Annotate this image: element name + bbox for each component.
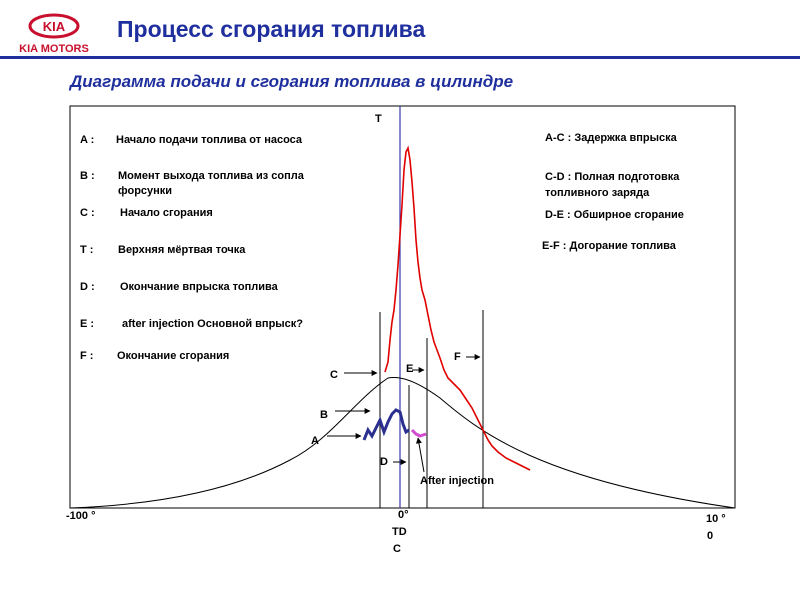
combustion-pressure-curve bbox=[385, 148, 530, 470]
legend-key-c: C : bbox=[80, 207, 95, 219]
legend-text-b-2: форсунки bbox=[118, 185, 173, 197]
diagram-subtitle: Диаграмма подачи и сгорания топлива в цилиндре bbox=[70, 72, 514, 91]
after-injection-curve bbox=[412, 430, 426, 436]
svg-text:After injection: After injection bbox=[420, 475, 494, 487]
marker-f bbox=[454, 351, 480, 363]
axis-label-center-sub1: TD bbox=[392, 526, 407, 538]
svg-text:E: E bbox=[406, 363, 414, 375]
marker-t: T bbox=[375, 113, 382, 125]
svg-text:A: A bbox=[311, 435, 319, 447]
plot-frame bbox=[70, 106, 735, 508]
legend-key-e: E : bbox=[80, 318, 95, 330]
legend-text-c: Начало сгорания bbox=[120, 207, 213, 219]
svg-text:D: D bbox=[380, 456, 388, 468]
legend-phase-ac: A-C : Задержка впрыска bbox=[545, 132, 677, 144]
legend-text-f: Окончание сгорания bbox=[117, 350, 230, 362]
page-title: Процесс сгорания топлива bbox=[117, 16, 426, 42]
svg-text:C: C bbox=[330, 369, 338, 381]
marker-b bbox=[320, 409, 370, 421]
svg-text:KIA: KIA bbox=[42, 19, 66, 34]
legend-text-e: after injection Основной впрыск? bbox=[122, 318, 304, 330]
legend-text-t: Верхняя мёртвая точка bbox=[118, 244, 246, 256]
axis-label-right: 10 ° bbox=[706, 513, 726, 525]
axis-label-right-sub: 0 bbox=[707, 530, 714, 542]
legend-phase-cd-2: топливного заряда bbox=[545, 187, 650, 199]
legend-text-d: Окончание впрыска топлива bbox=[120, 281, 278, 293]
legend-key-b: B : bbox=[80, 170, 95, 182]
legend-left bbox=[80, 134, 305, 362]
legend-key-d: D : bbox=[80, 281, 95, 293]
axis-label-center: 0° bbox=[398, 509, 409, 521]
svg-text:F: F bbox=[454, 351, 461, 363]
legend-phase-de: D-E : Обширное сгорание bbox=[545, 209, 684, 221]
legend-phase-ef: E-F : Догорание топлива bbox=[542, 240, 676, 252]
legend-key-t: T : bbox=[80, 244, 94, 256]
legend-right bbox=[542, 132, 684, 252]
marker-c bbox=[330, 369, 377, 381]
svg-text:B: B bbox=[320, 409, 328, 421]
legend-text-a: Начало подачи топлива от насоса bbox=[116, 134, 303, 146]
legend-text-b: Момент выхода топлива из сопла bbox=[118, 170, 304, 182]
legend-phase-cd: C-D : Полная подготовка bbox=[545, 171, 680, 183]
legend-key-a: A : bbox=[80, 134, 95, 146]
marker-a bbox=[311, 435, 361, 447]
axis-label-left: -100 ° bbox=[66, 510, 96, 522]
main-injection-curve bbox=[364, 410, 409, 440]
axis-label-center-sub2: C bbox=[393, 543, 401, 555]
marker-d bbox=[380, 456, 406, 468]
legend-key-f: F : bbox=[80, 350, 94, 362]
marker-e bbox=[406, 363, 424, 375]
svg-text:KIA MOTORS: KIA MOTORS bbox=[19, 43, 89, 55]
compression-curve bbox=[70, 378, 735, 508]
